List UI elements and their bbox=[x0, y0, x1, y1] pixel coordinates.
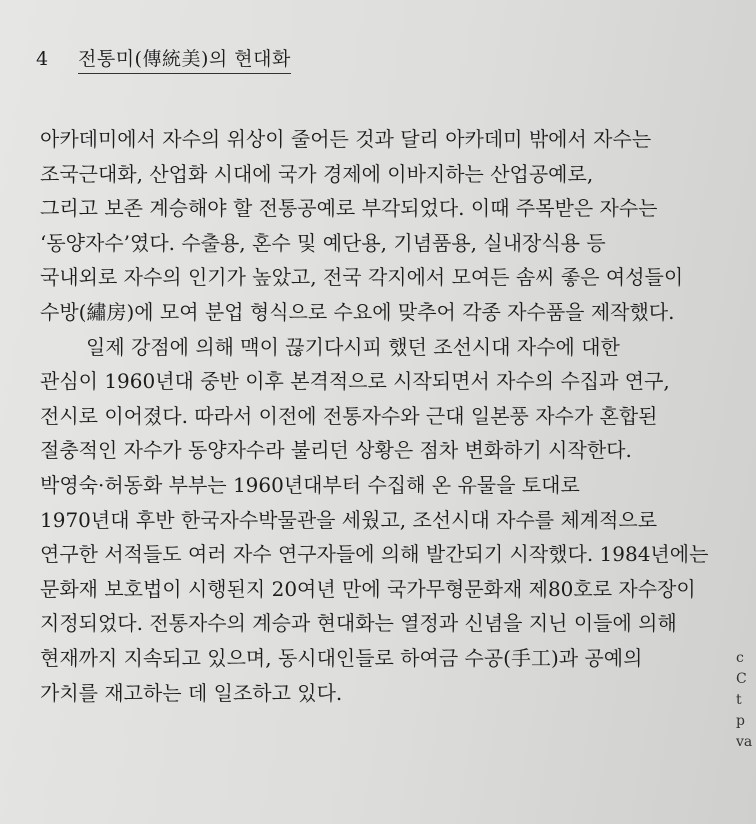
text-line: 국내외로 자수의 인기가 높았고, 전국 각지에서 모여든 솜씨 좋은 여성들이 bbox=[40, 265, 684, 290]
margin-fragment: p bbox=[736, 713, 745, 729]
text-line: 현재까지 지속되고 있으며, 동시대인들로 하여금 수공(手工)과 공예의 bbox=[40, 645, 643, 670]
text-line: 지정되었다. 전통자수의 계승과 현대화는 열정과 신념을 지닌 이들에 의해 bbox=[40, 611, 677, 636]
margin-fragment: C bbox=[736, 671, 747, 687]
text-line: 가치를 재고하는 데 일조하고 있다. bbox=[40, 680, 343, 705]
text-line: ‘동양자수’였다. 수출용, 혼수 및 예단용, 기념품용, 실내장식용 등 bbox=[40, 230, 606, 255]
text-line: 절충적인 자수가 동양자수라 불리던 상황은 점차 변화하기 시작한다. bbox=[40, 438, 632, 463]
section-header bbox=[36, 44, 291, 71]
section-title: 전통미(傳統美)의 현대화 bbox=[78, 48, 291, 74]
text-line: 1970년대 후반 한국자수박물관을 세웠고, 조선시대 자수를 체계적으로 bbox=[40, 507, 658, 532]
text-line: 아카데미에서 자수의 위상이 줄어든 것과 달리 아카데미 밖에서 자수는 bbox=[40, 127, 652, 151]
text-line: 문화재 보호법이 시행된지 20여년 만에 국가무형문화재 제80호로 자수장이 bbox=[40, 576, 696, 601]
text-line: 수방(繡房)에 모여 분업 형식으로 수요에 맞추어 각종 자수품을 제작했다. bbox=[40, 299, 675, 324]
text-line: 관심이 1960년대 중반 이후 본격적으로 시작되면서 자수의 수집과 연구, bbox=[40, 369, 670, 394]
margin-fragment: c bbox=[736, 650, 744, 666]
text-line: 박영숙·허동화 부부는 1960년대부터 수집해 온 유물을 토대로 bbox=[40, 472, 580, 497]
adjacent-page-fragments bbox=[736, 648, 756, 753]
text-line: 전시로 이어졌다. 따라서 이전에 전통자수와 근대 일본풍 자수가 혼합된 bbox=[40, 403, 658, 428]
text-line-indented: 일제 강점에 의해 맥이 끊기다시피 했던 조선시대 자수에 대한 bbox=[86, 334, 620, 359]
body-text bbox=[40, 122, 720, 710]
section-number: 4 bbox=[36, 48, 49, 70]
text-line: 조국근대화, 산업화 시대에 국가 경제에 이바지하는 산업공예로, bbox=[40, 161, 594, 186]
margin-fragment: t bbox=[736, 692, 742, 708]
margin-fragment: va bbox=[736, 734, 753, 750]
text-line: 그리고 보존 계승해야 할 전통공예로 부각되었다. 이때 주목받은 자수는 bbox=[40, 196, 658, 221]
text-line: 연구한 서적들도 여러 자수 연구자들에 의해 발간되기 시작했다. 1984년에는 bbox=[40, 542, 709, 567]
